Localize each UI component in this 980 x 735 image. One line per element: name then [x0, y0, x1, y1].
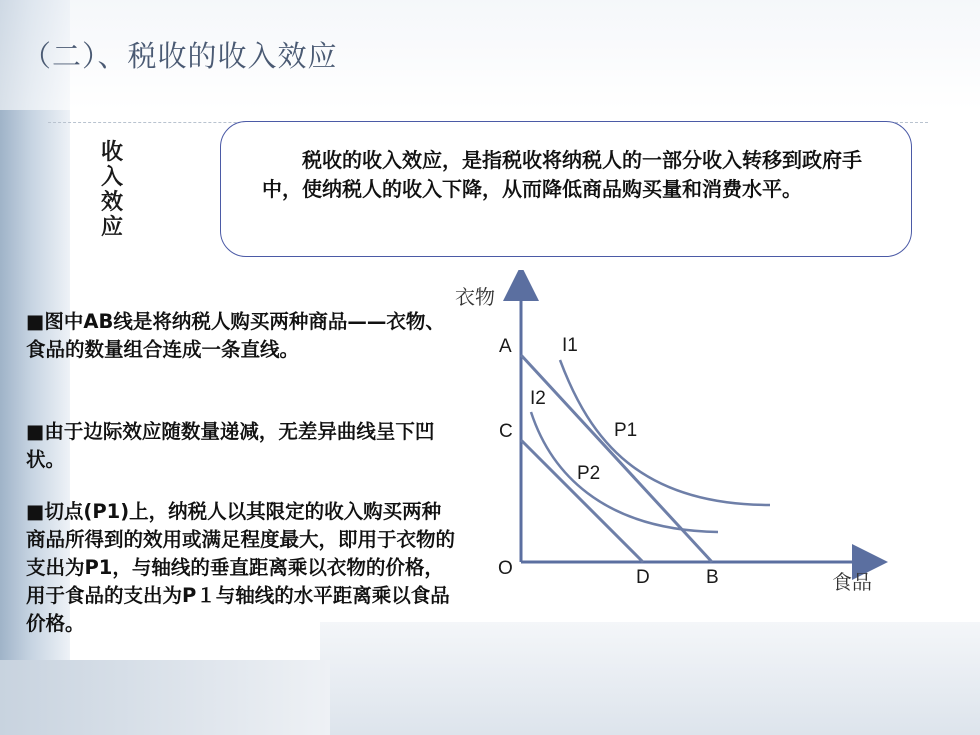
curve-label-i1: I1 — [562, 335, 578, 356]
point-label-c: C — [499, 421, 513, 442]
curve-label-i2: I2 — [530, 388, 546, 409]
income-effect-diagram — [440, 270, 900, 610]
x-axis-label: 食品 — [832, 570, 872, 594]
bullet-tangent-point: ■切点(P1)上，纳税人以其限定的收入购买两种商品所得到的效用或满足程度最大，即用于衣物的支出为P1，与轴线的垂直距离乘以衣物的价格，用于食品的支出为P１与轴线的水平距离乘以食品价格。 — [26, 500, 456, 635]
bullet-indifference-curve: ■由于边际效应随数量递减，无差异曲线呈下凹状。 — [26, 420, 435, 471]
point-label-a: A — [499, 336, 512, 357]
y-axis-label: 衣物 — [455, 285, 495, 309]
bullet-ab-line: ■图中AB线是将纳税人购买两种商品——衣物、食品的数量组合连成一条直线。 — [26, 310, 445, 361]
origin-label: O — [498, 558, 513, 579]
budget-line-ab — [521, 355, 712, 562]
bottom-decor-panel — [320, 622, 980, 735]
point-label-p1: P1 — [614, 420, 638, 441]
point-label-d: D — [636, 567, 650, 588]
slide-title: （二）、税收的收入效应 — [22, 39, 338, 73]
budget-line-cd — [521, 440, 643, 562]
side-vertical-label: 收入效应 — [100, 140, 123, 240]
bottom-left-decor-panel — [0, 660, 330, 735]
definition-text: 税收的收入效应，是指税收将纳税人的一部分收入转移到政府手中，使纳税人的收入下降，从而降低商品购买量和消费水平。 — [262, 148, 862, 201]
point-label-p2: P2 — [577, 463, 601, 484]
point-label-b: B — [706, 567, 719, 588]
